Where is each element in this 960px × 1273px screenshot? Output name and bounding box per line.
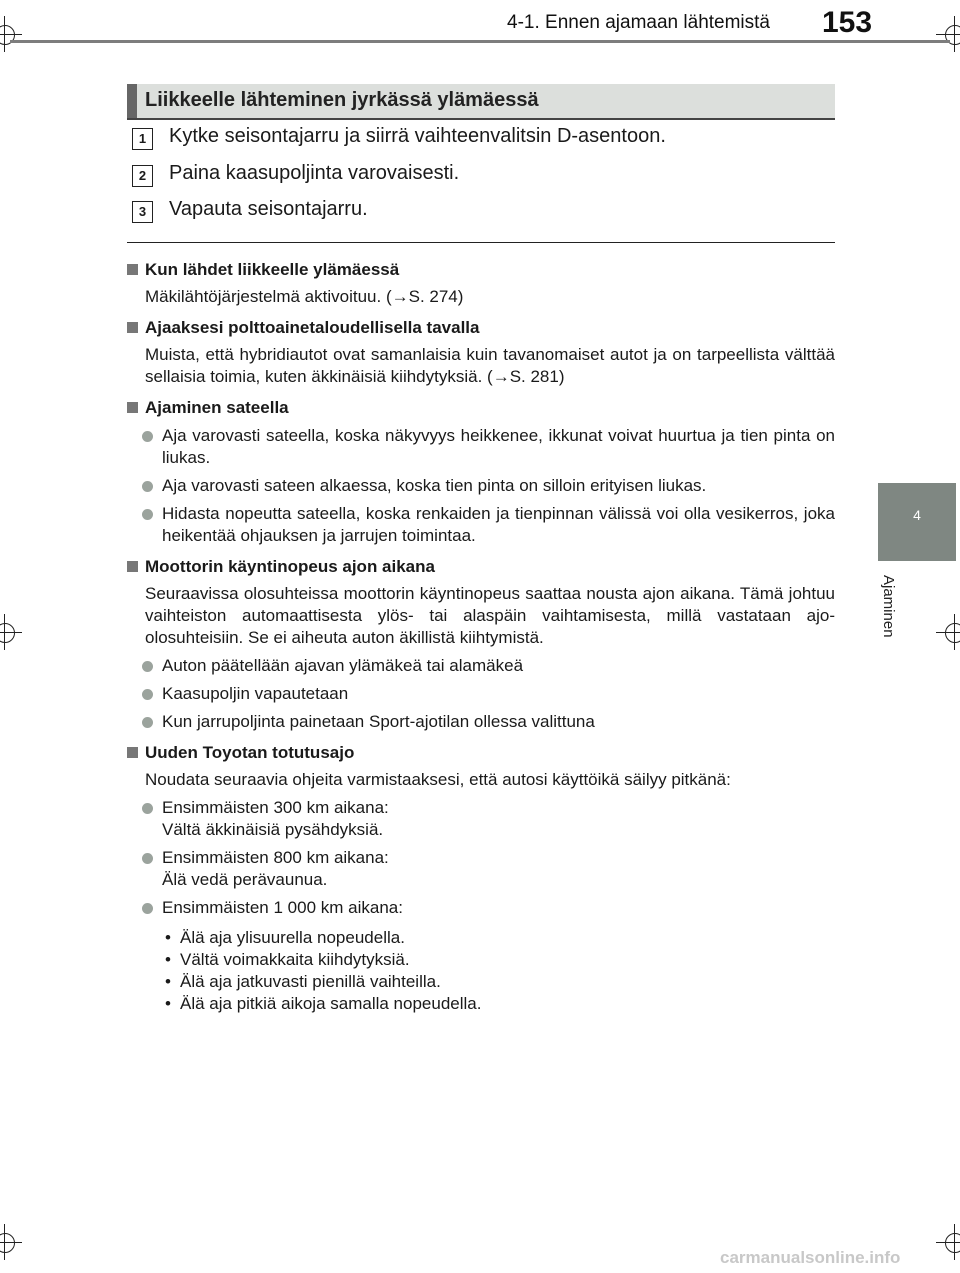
list-item-text: Älä vedä perävaunua. <box>162 870 328 889</box>
note-heading-text: Uuden Toyotan totutusajo <box>145 743 355 762</box>
header-rule <box>10 40 950 43</box>
crop-mark-top-right <box>942 22 960 50</box>
crop-mark-bottom-right <box>942 1230 960 1258</box>
note-heading <box>127 742 835 764</box>
sub-list-item-text: Älä aja jatkuvasti pienillä vaihteilla. <box>180 972 441 991</box>
round-bullet-icon <box>142 903 153 914</box>
note-heading-text: Kun lähdet liikkeelle ylämäessä <box>145 260 400 279</box>
note-heading <box>127 397 835 419</box>
square-bullet-icon <box>127 322 138 333</box>
note-heading <box>127 556 835 578</box>
dot-bullet-icon: • <box>165 972 171 991</box>
note-text: Muista, että hybridiautot ovat samanlaisia kuin tavanomaiset autot ja on tarpeellista välttää sellaisia toimia, kuten äkkinäisiä kiihdytyksiä. (→S. 281) <box>145 345 835 386</box>
watermark: carmanualsonline.info <box>720 1248 901 1267</box>
note-text: Seuraavissa olosuhteissa moottorin käyntinopeus saattaa nousta ajon aikana. Tämä johtuu vaihteiston automaattisesta ylös- tai alaspäin vaihtamisesta, millä vastataan ajo-olosuhteisiin. Se ei aiheuta auton äkillistä kiihtymistä. <box>145 584 835 647</box>
list-item <box>127 655 835 677</box>
round-bullet-icon <box>142 431 153 442</box>
sub-list-item <box>127 971 835 993</box>
sub-list-item <box>127 949 835 971</box>
notes-body <box>127 250 835 1015</box>
section-divider <box>127 242 835 243</box>
list-item <box>127 897 835 919</box>
running-head: 4-1. Ennen ajamaan lähtemistä <box>507 12 770 33</box>
list-item-text: Ensimmäisten 1 000 km aikana: <box>162 898 403 917</box>
list-item <box>127 503 835 547</box>
section-title-bar <box>127 84 835 120</box>
note-heading <box>127 317 835 339</box>
list-item-text: Vältä äkkinäisiä pysähdyksiä. <box>162 820 384 839</box>
round-bullet-icon <box>142 689 153 700</box>
list-item <box>127 425 835 469</box>
note-heading-text: Moottorin käyntinopeus ajon aikana <box>145 557 435 576</box>
list-item-text: Auton päätellään ajavan ylämäkeä tai alamäkeä <box>162 656 524 675</box>
dot-bullet-icon: • <box>165 950 171 969</box>
chapter-label-text: Ajaminen <box>880 575 897 638</box>
step-text: Vapauta seisontajarru. <box>169 198 368 220</box>
sub-list-item <box>127 993 835 1015</box>
square-bullet-icon <box>127 402 138 413</box>
list-item-text: Ensimmäisten 300 km aikana: <box>162 798 389 817</box>
round-bullet-icon <box>142 717 153 728</box>
list-item-text: Ensimmäisten 800 km aikana: <box>162 848 389 867</box>
crop-mark-top-left <box>0 22 20 50</box>
crop-mark-mid-left <box>0 620 20 648</box>
list-item <box>127 711 835 733</box>
round-bullet-icon <box>142 661 153 672</box>
round-bullet-icon <box>142 853 153 864</box>
step-text: Paina kaasupoljinta varovaisesti. <box>169 162 460 184</box>
note-text: Noudata seuraavia ohjeita varmistaaksesi, että autosi käyttöikä säilyy pitkänä: <box>145 770 731 789</box>
chapter-label <box>880 575 906 655</box>
chapter-tab <box>878 483 956 561</box>
sub-list-item-text: Vältä voimakkaita kiihdytyksiä. <box>180 950 410 969</box>
square-bullet-icon <box>127 561 138 572</box>
note-text: Mäkilähtöjärjestelmä aktivoituu. (→S. 274) <box>145 287 464 306</box>
list-item <box>127 847 835 891</box>
section-title-accent <box>127 84 137 118</box>
crop-mark-bottom-left <box>0 1230 20 1258</box>
note-heading <box>127 259 835 281</box>
note-heading-text: Ajaaksesi polttoainetaloudellisella tavalla <box>145 318 480 337</box>
step-number-box: 1 <box>132 128 153 150</box>
chapter-number: 4 <box>913 507 921 523</box>
note-heading-text: Ajaminen sateella <box>145 398 289 417</box>
list-item-text: Kun jarrupoljinta painetaan Sport-ajotilan ollessa valittuna <box>162 712 595 731</box>
dot-bullet-icon: • <box>165 994 171 1013</box>
section-title: Liikkeelle lähteminen jyrkässä ylämäessä <box>145 89 539 111</box>
list-item <box>127 475 835 497</box>
square-bullet-icon <box>127 264 138 275</box>
list-item <box>127 683 835 705</box>
round-bullet-icon <box>142 481 153 492</box>
step-number-box: 2 <box>132 165 153 187</box>
sub-list-item-text: Älä aja ylisuurella nopeudella. <box>180 928 405 947</box>
round-bullet-icon <box>142 509 153 520</box>
step-text: Kytke seisontajarru ja siirrä vaihteenvalitsin D-asentoon. <box>169 125 666 147</box>
list-item-text: Aja varovasti sateen alkaessa, koska tien pinta on silloin erityisen liukas. <box>162 476 707 495</box>
sub-list-item <box>127 927 835 949</box>
round-bullet-icon <box>142 803 153 814</box>
page-number: 153 <box>822 6 873 39</box>
list-item-text: Kaasupoljin vapautetaan <box>162 684 349 703</box>
crop-mark-mid-right <box>942 620 960 648</box>
square-bullet-icon <box>127 747 138 758</box>
dot-bullet-icon: • <box>165 928 171 947</box>
list-item-text: Aja varovasti sateella, koska näkyvyys heikkenee, ikkunat voivat huurtua ja tien pinta on liukas. <box>162 426 835 467</box>
sub-list-item-text: Älä aja pitkiä aikoja samalla nopeudella. <box>180 994 482 1013</box>
step-number-box: 3 <box>132 201 153 223</box>
list-item-text: Hidasta nopeutta sateella, koska renkaiden ja tienpinnan välissä voi olla vesikerros, joka heikentää ohjauksen ja jarrujen toimintaa. <box>162 504 835 545</box>
list-item <box>127 797 835 841</box>
sub-list <box>127 927 835 1015</box>
